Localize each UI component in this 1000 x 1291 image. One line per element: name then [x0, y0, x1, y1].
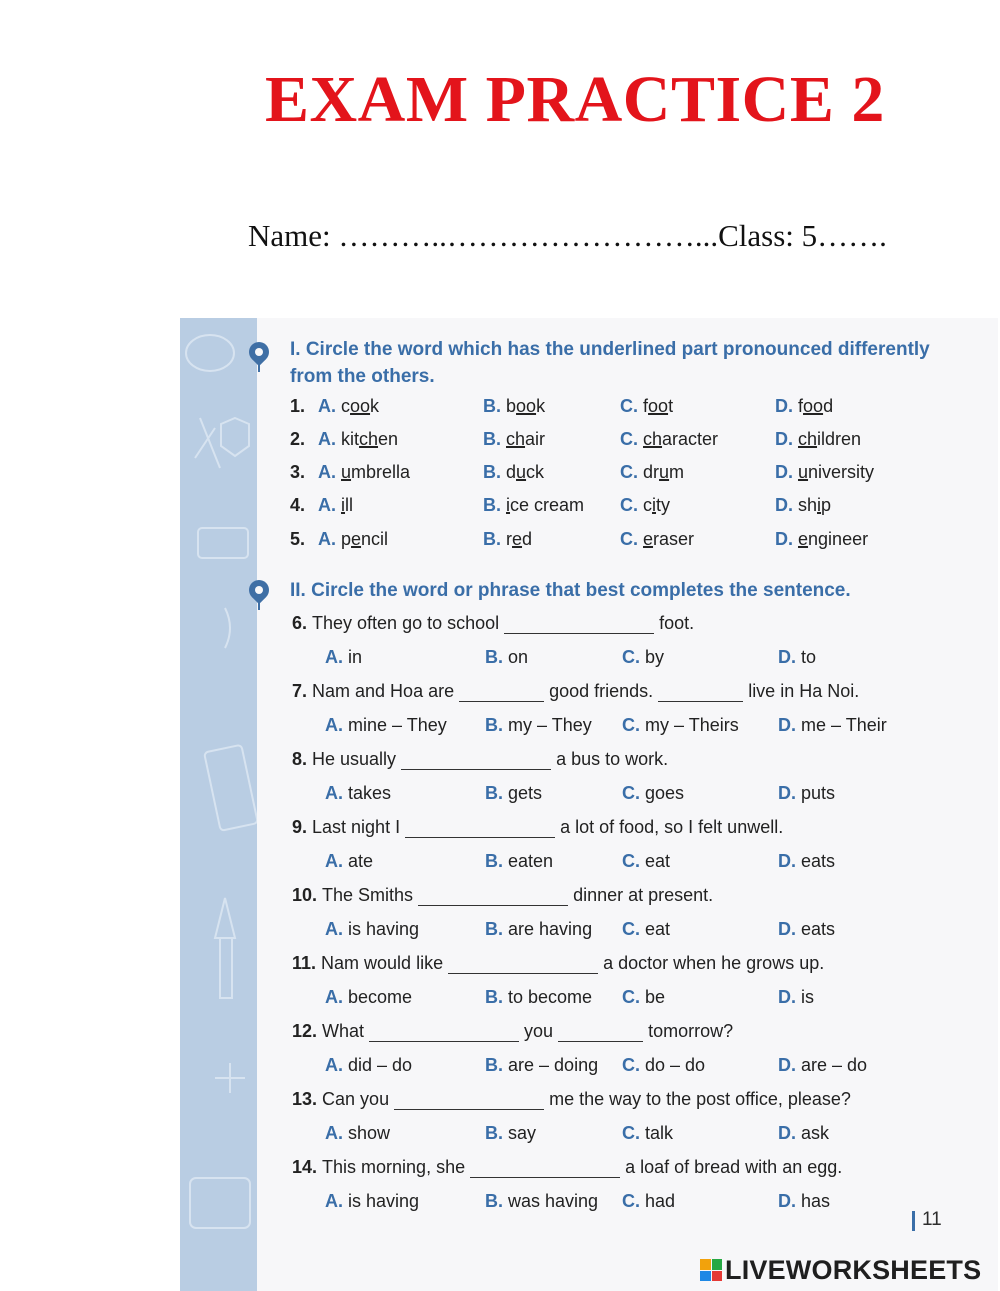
underlined-part: oo: [803, 396, 824, 416]
option-word: cook: [341, 396, 380, 416]
answer-option-c[interactable]: [620, 462, 684, 483]
option-text: eats: [801, 919, 836, 939]
option-letter: A.: [325, 1191, 349, 1211]
option-word: foot: [643, 396, 674, 416]
logo-text: LIVEWORKSHEETS: [725, 1254, 982, 1285]
answer-option-d[interactable]: [775, 495, 831, 516]
underlined-part: u: [341, 462, 352, 482]
underlined-part: e: [798, 529, 809, 549]
option-letter: A.: [318, 462, 342, 482]
answer-option[interactable]: [485, 647, 528, 668]
options-line: [290, 919, 970, 949]
option-text: gets: [508, 783, 543, 803]
page-title: EXAM PRACTICE 2: [265, 63, 885, 136]
underlined-part: u: [659, 462, 670, 482]
answer-option-a[interactable]: [318, 429, 398, 450]
question-line: [290, 681, 970, 711]
option-text: are having: [508, 919, 593, 939]
option-word: city: [643, 495, 671, 515]
answer-option-b[interactable]: [483, 396, 545, 417]
underlined-part: oo: [350, 396, 371, 416]
option-letter: C.: [622, 1055, 646, 1075]
question-number: 3.: [290, 462, 306, 482]
question-text: 10. The Smiths dinner at present.: [292, 885, 714, 905]
option-text: talk: [645, 1123, 674, 1143]
question-row: [290, 495, 970, 525]
option-letter: D.: [778, 987, 802, 1007]
option-word: university: [798, 462, 875, 482]
question-text: 8. He usually a bus to work.: [292, 749, 669, 769]
name-class-line: Name: ………..……………………...Class: 5…….: [248, 218, 887, 253]
answer-option[interactable]: [485, 851, 553, 872]
option-word: engineer: [798, 529, 869, 549]
question-row: [290, 529, 970, 559]
option-letter: D.: [778, 647, 802, 667]
option-letter: A.: [325, 1055, 349, 1075]
underlined-part: ch: [643, 429, 663, 449]
option-text: is having: [348, 1191, 420, 1211]
question-line: [290, 749, 970, 779]
underlined-part: oo: [516, 396, 537, 416]
option-letter: C.: [622, 851, 646, 871]
option-letter: C.: [622, 919, 646, 939]
options-line: [290, 1191, 970, 1221]
option-letter: B.: [483, 396, 507, 416]
underlined-part: ch: [359, 429, 379, 449]
option-word: ice cream: [506, 495, 585, 515]
answer-blank[interactable]: [418, 887, 568, 906]
answer-option-c[interactable]: [620, 429, 718, 450]
answer-option-b[interactable]: [483, 529, 532, 550]
underlined-part: i: [817, 495, 822, 515]
option-text: be: [645, 987, 666, 1007]
option-letter: B.: [483, 462, 507, 482]
option-text: my – They: [508, 715, 592, 735]
underlined-part: u: [798, 462, 809, 482]
option-text: puts: [801, 783, 836, 803]
answer-option[interactable]: [485, 1123, 536, 1144]
answer-option[interactable]: [778, 715, 887, 736]
option-letter: A.: [325, 783, 349, 803]
answer-option[interactable]: [622, 919, 670, 940]
option-word: drum: [643, 462, 685, 482]
option-word: chair: [506, 429, 546, 449]
option-text: become: [348, 987, 413, 1007]
option-text: to: [801, 647, 817, 667]
answer-blank[interactable]: [369, 1023, 519, 1042]
options-line: [290, 715, 970, 745]
answer-option[interactable]: [778, 987, 814, 1008]
answer-option[interactable]: [485, 783, 542, 804]
option-letter: D.: [775, 462, 799, 482]
option-text: is having: [348, 919, 420, 939]
option-letter: A.: [318, 396, 342, 416]
option-letter: C.: [622, 1191, 646, 1211]
section2-heading: II. Circle the word or phrase that best completes the sentence.: [290, 580, 851, 601]
question-row: [290, 429, 970, 459]
answer-option[interactable]: [778, 647, 816, 668]
question-text: 11. Nam would like a doctor when he grows up.: [292, 953, 825, 973]
option-letter: A.: [325, 987, 349, 1007]
answer-option[interactable]: [622, 783, 684, 804]
liveworksheets-logo: [700, 1255, 981, 1285]
answer-option[interactable]: [622, 715, 739, 736]
option-letter: D.: [775, 529, 799, 549]
option-letter: B.: [485, 1191, 509, 1211]
option-text: are – do: [801, 1055, 868, 1075]
answer-option[interactable]: [778, 1055, 867, 1076]
option-letter: B.: [485, 987, 509, 1007]
question-text: 14. This morning, she a loaf of bread with an egg.: [292, 1157, 843, 1177]
options-line: [290, 1123, 970, 1153]
option-word: book: [506, 396, 546, 416]
option-letter: A.: [318, 429, 342, 449]
underlined-part: oo: [648, 396, 669, 416]
underlined-part: e: [643, 529, 654, 549]
answer-option-a[interactable]: [318, 529, 388, 550]
option-word: duck: [506, 462, 545, 482]
answer-option[interactable]: [485, 919, 592, 940]
option-letter: B.: [483, 529, 507, 549]
question-number: 11.: [292, 953, 322, 973]
underlined-part: i: [652, 495, 657, 515]
page-number: 11: [922, 1209, 942, 1230]
answer-blank[interactable]: [658, 683, 743, 702]
option-letter: C.: [620, 462, 644, 482]
option-word: kitchen: [341, 429, 399, 449]
answer-option[interactable]: [778, 851, 835, 872]
question-number: 10.: [292, 885, 323, 905]
option-word: red: [506, 529, 533, 549]
question-number: 13.: [292, 1089, 323, 1109]
answer-option[interactable]: [622, 1191, 675, 1212]
question-row: [290, 396, 970, 426]
option-text: has: [801, 1191, 831, 1211]
answer-option-b[interactable]: [483, 495, 584, 516]
answer-option-c[interactable]: [620, 396, 673, 417]
answer-option-d[interactable]: [775, 396, 833, 417]
option-letter: B.: [485, 919, 509, 939]
underlined-part: ch: [506, 429, 526, 449]
option-word: ill: [341, 495, 354, 515]
question-number: 6.: [292, 613, 313, 633]
answer-blank[interactable]: [470, 1159, 620, 1178]
answer-option-a[interactable]: [318, 495, 353, 516]
question-number: 5.: [290, 529, 306, 549]
option-letter: A.: [325, 919, 349, 939]
margin-decoration-icons: [180, 318, 257, 1291]
option-letter: A.: [318, 495, 342, 515]
option-text: had: [645, 1191, 676, 1211]
option-letter: B.: [485, 783, 509, 803]
answer-blank[interactable]: [558, 1023, 643, 1042]
question-number: 2.: [290, 429, 306, 449]
answer-option[interactable]: [325, 919, 419, 940]
answer-option-b[interactable]: [483, 429, 545, 450]
option-text: eaten: [508, 851, 554, 871]
option-letter: D.: [775, 429, 799, 449]
question-line: [290, 817, 970, 847]
option-letter: A.: [325, 715, 349, 735]
option-text: eats: [801, 851, 836, 871]
option-letter: B.: [485, 1055, 509, 1075]
option-letter: D.: [778, 783, 802, 803]
option-text: to become: [508, 987, 593, 1007]
question-line: [290, 1089, 970, 1119]
answer-option[interactable]: [778, 919, 835, 940]
question-text: 12. What you tomorrow?: [292, 1021, 734, 1041]
question-number: 9.: [292, 817, 313, 837]
option-text: eat: [645, 851, 671, 871]
option-letter: C.: [620, 429, 644, 449]
option-letter: A.: [325, 851, 349, 871]
option-letter: B.: [485, 647, 509, 667]
option-letter: C.: [622, 647, 646, 667]
answer-option[interactable]: [325, 851, 373, 872]
question-line: [290, 953, 970, 983]
option-text: did – do: [348, 1055, 413, 1075]
answer-option[interactable]: [622, 1055, 705, 1076]
question-line: [290, 885, 970, 915]
option-text: do – do: [645, 1055, 706, 1075]
answer-blank[interactable]: [448, 955, 598, 974]
question-line: [290, 1157, 970, 1187]
section1-heading: I. Circle the word which has the underlined part pronounced differently from the others.: [290, 339, 930, 387]
option-letter: A.: [318, 529, 342, 549]
question-number: 12.: [292, 1021, 323, 1041]
option-letter: D.: [775, 495, 799, 515]
answer-option[interactable]: [325, 1055, 412, 1076]
answer-option[interactable]: [622, 1123, 673, 1144]
underlined-part: ch: [798, 429, 818, 449]
answer-option[interactable]: [622, 987, 665, 1008]
option-word: food: [798, 396, 834, 416]
pin-stem: [258, 362, 260, 372]
question-row: [290, 462, 970, 492]
option-text: ask: [801, 1123, 830, 1143]
answer-option-d[interactable]: [775, 529, 868, 550]
option-letter: C.: [620, 495, 644, 515]
option-text: by: [645, 647, 665, 667]
answer-option-c[interactable]: [620, 529, 694, 550]
answer-option-d[interactable]: [775, 429, 861, 450]
option-text: eat: [645, 919, 671, 939]
answer-option[interactable]: [325, 715, 447, 736]
question-number: 7.: [292, 681, 313, 701]
option-letter: D.: [778, 1055, 802, 1075]
options-line: [290, 647, 970, 677]
option-text: show: [348, 1123, 391, 1143]
option-letter: C.: [622, 987, 646, 1007]
option-word: ship: [798, 495, 832, 515]
options-line: [290, 851, 970, 881]
answer-option[interactable]: [325, 1191, 419, 1212]
question-number: 8.: [292, 749, 313, 769]
option-letter: B.: [485, 851, 509, 871]
answer-option[interactable]: [778, 1123, 829, 1144]
answer-option-d[interactable]: [775, 462, 874, 483]
answer-option[interactable]: [325, 1123, 390, 1144]
underlined-part: u: [516, 462, 527, 482]
question-number: 1.: [290, 396, 306, 416]
option-text: mine – They: [348, 715, 447, 735]
answer-option[interactable]: [622, 851, 670, 872]
question-number: 4.: [290, 495, 306, 515]
question-number: 14.: [292, 1157, 323, 1177]
answer-option[interactable]: [778, 1191, 830, 1212]
answer-option[interactable]: [325, 987, 412, 1008]
option-letter: C.: [620, 529, 644, 549]
option-word: pencil: [341, 529, 389, 549]
option-letter: D.: [775, 396, 799, 416]
option-letter: C.: [622, 1123, 646, 1143]
option-letter: D.: [778, 1123, 802, 1143]
option-letter: D.: [778, 919, 802, 939]
question-text: 9. Last night I a lot of food, so I felt unwell.: [292, 817, 784, 837]
option-text: say: [508, 1123, 537, 1143]
page-number-bar: [912, 1211, 915, 1231]
answer-option[interactable]: [485, 1191, 598, 1212]
question-text: 6. They often go to school foot.: [292, 613, 695, 633]
question-text: 7. Nam and Hoa are good friends. live in Ha Noi.: [292, 681, 860, 701]
option-text: on: [508, 647, 529, 667]
option-letter: A.: [325, 1123, 349, 1143]
answer-option[interactable]: [485, 1055, 598, 1076]
option-letter: B.: [485, 715, 509, 735]
question-line: [290, 1021, 970, 1051]
option-word: eraser: [643, 529, 695, 549]
answer-option-a[interactable]: [318, 396, 379, 417]
answer-option[interactable]: [485, 987, 592, 1008]
options-line: [290, 1055, 970, 1085]
option-word: umbrella: [341, 462, 411, 482]
answer-blank[interactable]: [459, 683, 544, 702]
option-letter: B.: [483, 429, 507, 449]
option-letter: D.: [778, 715, 802, 735]
question-line: [290, 613, 970, 643]
option-word: children: [798, 429, 862, 449]
answer-option[interactable]: [485, 715, 592, 736]
pin-stem: [258, 600, 260, 610]
underlined-part: i: [341, 495, 346, 515]
answer-option[interactable]: [778, 783, 835, 804]
decorative-margin: [180, 318, 257, 1291]
logo-icon: [700, 1259, 722, 1281]
option-letter: A.: [325, 647, 349, 667]
answer-blank[interactable]: [394, 1091, 544, 1110]
question-text: 13. Can you me the way to the post office, please?: [292, 1089, 851, 1109]
option-text: goes: [645, 783, 685, 803]
options-line: [290, 987, 970, 1017]
answer-option-c[interactable]: [620, 495, 670, 516]
answer-option-b[interactable]: [483, 462, 544, 483]
option-text: me – Their: [801, 715, 887, 735]
option-text: was having: [508, 1191, 599, 1211]
answer-option[interactable]: [325, 647, 362, 668]
underlined-part: i: [506, 495, 511, 515]
underlined-part: e: [351, 529, 362, 549]
option-text: are – doing: [508, 1055, 599, 1075]
option-letter: B.: [485, 1123, 509, 1143]
answer-option[interactable]: [622, 647, 664, 668]
answer-blank[interactable]: [405, 819, 555, 838]
option-text: takes: [348, 783, 392, 803]
answer-option[interactable]: [325, 783, 391, 804]
option-text: ate: [348, 851, 374, 871]
option-text: in: [348, 647, 363, 667]
underlined-part: e: [512, 529, 523, 549]
options-line: [290, 783, 970, 813]
option-letter: D.: [778, 851, 802, 871]
answer-blank[interactable]: [401, 751, 551, 770]
option-letter: B.: [483, 495, 507, 515]
answer-option-a[interactable]: [318, 462, 410, 483]
option-text: is: [801, 987, 815, 1007]
answer-blank[interactable]: [504, 615, 654, 634]
option-letter: D.: [778, 1191, 802, 1211]
option-word: character: [643, 429, 719, 449]
option-letter: C.: [622, 783, 646, 803]
option-letter: C.: [620, 396, 644, 416]
option-text: my – Theirs: [645, 715, 739, 735]
option-letter: C.: [622, 715, 646, 735]
